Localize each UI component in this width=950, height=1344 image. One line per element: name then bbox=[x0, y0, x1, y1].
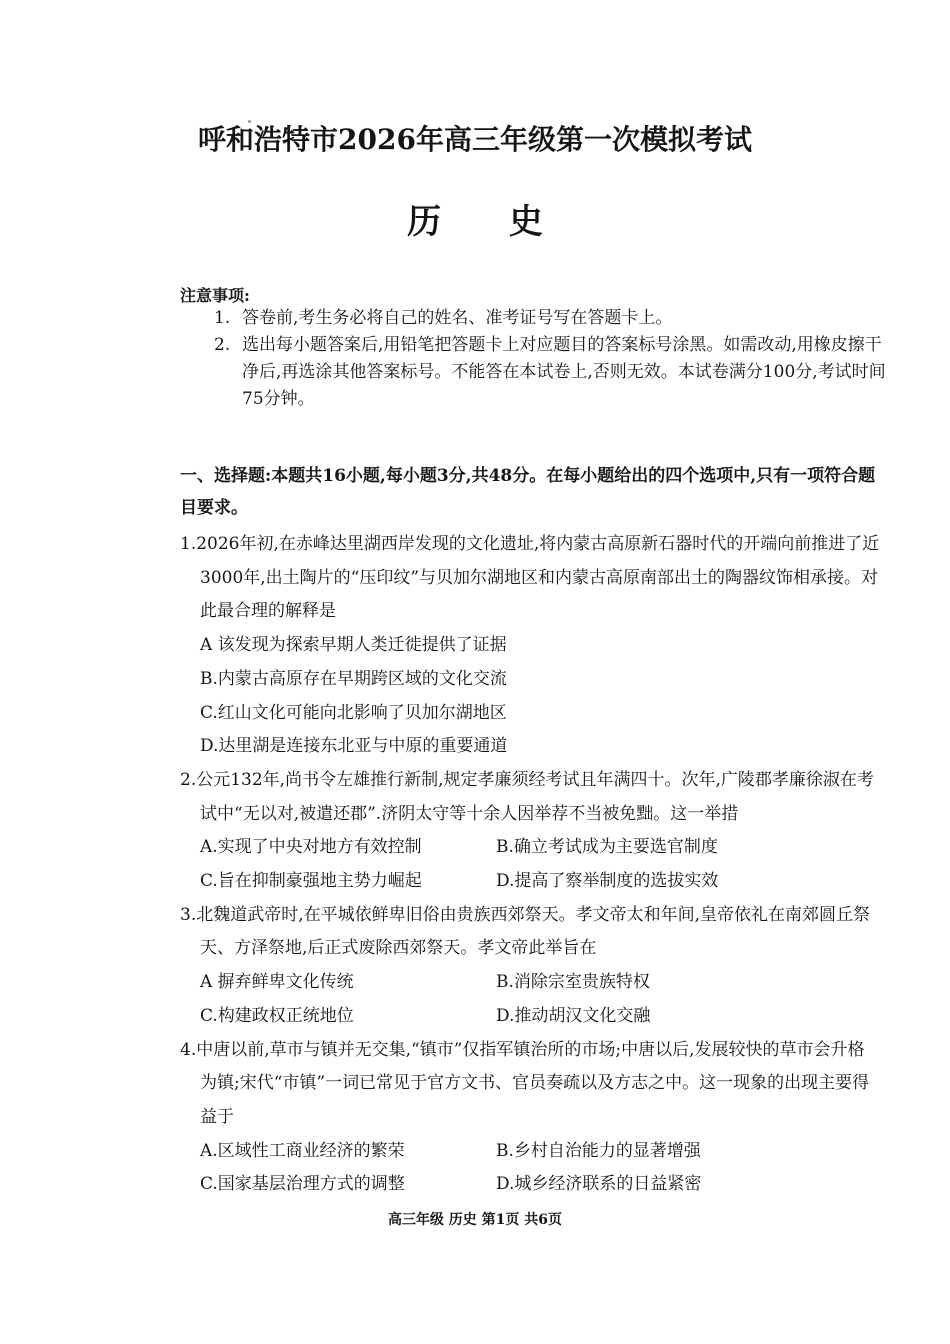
notice-item-text: 选出每小题答案后,用铅笔把答题卡上对应题目的答案标号涂黑。如需改动,用橡皮擦干净后,再选涂其他答案标号。不能答在本试卷上,否则无效。本试卷满分100分,考试时间75分钟。 bbox=[242, 335, 886, 409]
question-stem: 1.2026年初,在赤峰达里湖西岸发现的文化遗址,将内蒙古高原新石器时代的开端向前推进了近3000年,出土陶片的“压印纹”与贝加尔湖地区和内蒙古高原南部出土的陶器纹饰相承接。对此最合理的解释是 bbox=[180, 534, 880, 622]
question-1 bbox=[180, 528, 880, 764]
notice-item-number: 2. bbox=[214, 335, 231, 355]
question-4 bbox=[180, 1034, 880, 1203]
option-row bbox=[180, 865, 880, 899]
option-row bbox=[180, 1135, 880, 1169]
option-a: A 该发现为探索早期人类迁徙提供了证据 bbox=[200, 635, 507, 656]
option-row bbox=[180, 1168, 880, 1202]
option-c: C.国家基层治理方式的调整 bbox=[200, 1174, 405, 1195]
option-d: D.推动胡汉文化交融 bbox=[496, 1005, 651, 1026]
option-a: A.实现了中央对地方有效控制 bbox=[200, 837, 422, 858]
notice-item bbox=[214, 305, 890, 332]
option-b: B.确立考试成为主要选官制度 bbox=[496, 837, 718, 858]
question-list bbox=[180, 528, 880, 1202]
option-c: C.红山文化可能向北影响了贝加尔湖地区 bbox=[200, 702, 507, 723]
notice-item bbox=[214, 332, 890, 413]
option-a: A 摒弃鲜卑文化传统 bbox=[200, 972, 354, 993]
option-b: B.乡村自治能力的显著增强 bbox=[496, 1140, 701, 1161]
notice-item-text: 答卷前,考生务必将自己的姓名、准考证号写在答题卡上。 bbox=[242, 308, 673, 328]
option-row bbox=[180, 1000, 880, 1034]
option-c: C.旨在抑制豪强地主势力崛起 bbox=[200, 871, 422, 892]
exam-title: 呼和浩特市2026年高三年级第一次模拟考试 bbox=[198, 123, 752, 156]
option-d: D.提高了察举制度的选拔实效 bbox=[496, 871, 719, 892]
section-heading: 一、选择题:本题共16小题,每小题3分,共48分。在每小题给出的四个选项中,只有一项符合题目要求。 bbox=[180, 466, 876, 518]
subject-title: 历 史 bbox=[407, 202, 571, 242]
question-2 bbox=[180, 764, 880, 899]
option-b: B.消除宗室贵族特权 bbox=[496, 972, 650, 993]
page-footer: 高三年级 历史 第1页 共6页 bbox=[387, 1212, 563, 1228]
option-c: C.构建政权正统地位 bbox=[200, 1005, 354, 1026]
question-stem: 4.中唐以前,草市与镇并无交集,“镇市”仅指军镇治所的市场;中唐以后,发展较快的草市会升格为镇;宋代“市镇”一词已常见于官方文书、官员奏疏以及方志之中。这一现象的出现主要得益于 bbox=[180, 1039, 870, 1127]
option-d: D.城乡经济联系的日益紧密 bbox=[496, 1174, 702, 1195]
question-3 bbox=[180, 899, 880, 1034]
option-row bbox=[180, 831, 880, 865]
notice-list bbox=[214, 305, 890, 413]
option-b: B.内蒙古高原存在早期跨区域的文化交流 bbox=[200, 668, 507, 689]
option-d: D.达里湖是连接东北亚与中原的重要通道 bbox=[200, 736, 508, 757]
notice-item-number: 1. bbox=[214, 308, 231, 328]
option-a: A.区域性工商业经济的繁荣 bbox=[200, 1140, 405, 1161]
question-stem: 2.公元132年,尚书令左雄推行新制,规定孝廉须经考试且年满四十。次年,广陵郡孝廉徐淑在考试中“无以对,被遣还郡”.济阴太守等十余人因举荐不当被免黜。这一举措 bbox=[180, 769, 874, 824]
notice-heading: 注意事项: bbox=[180, 286, 250, 305]
question-stem: 3.北魏道武帝时,在平城依鲜卑旧俗由贵族西郊祭天。孝文帝太和年间,皇帝依礼在南郊圆丘祭天、方泽祭地,后正式废除西郊祭天。孝文帝此举旨在 bbox=[180, 904, 871, 959]
option-row bbox=[180, 966, 880, 1000]
